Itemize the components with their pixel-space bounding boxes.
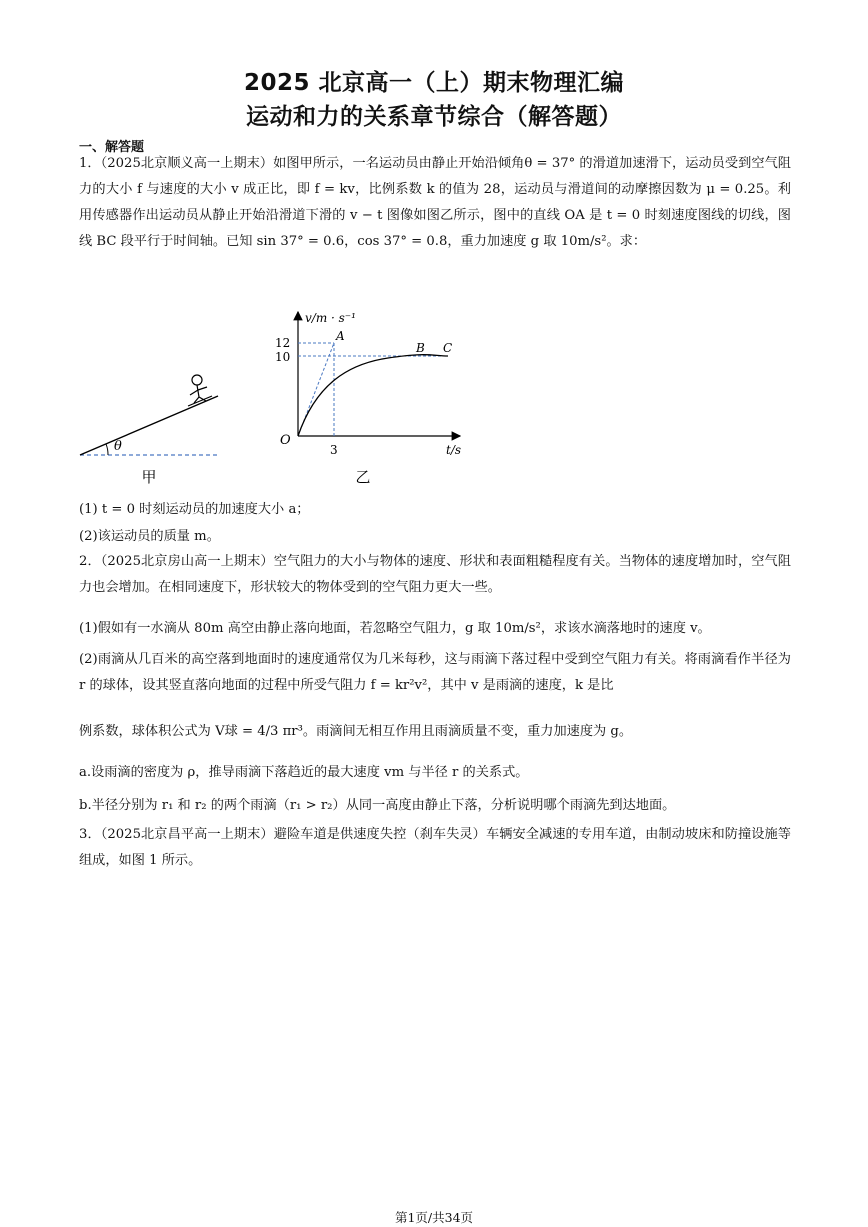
angle-label: θ <box>114 439 122 454</box>
figure-jia <box>76 368 226 488</box>
question-2-sub-2-cont: 例系数，球体积公式为 V球 = 4/3 πr³。雨滴间无相互作用且雨滴质量不变，重力加速度为 g。 <box>79 724 633 739</box>
tick-y-10: 10 <box>275 350 291 364</box>
tick-x-3: 3 <box>330 443 338 457</box>
figure-jia-caption: 甲 <box>141 468 157 486</box>
question-3-text: 3．（2025北京昌平高一上期末）避险车道是供速度失控（刹车失灵）车辆安全减速的专用车道，由制动坡床和防撞设施等组成，如图 1 所示。 <box>79 827 791 868</box>
v-axis-label: v/m · s⁻¹ <box>305 311 356 325</box>
figure-yi-vt-graph <box>268 306 468 486</box>
skier-icon <box>188 375 212 406</box>
page-subtitle: 运动和力的关系章节综合（解答题） <box>246 104 622 130</box>
velocity-curve <box>298 355 448 436</box>
point-c-label: C <box>443 341 453 355</box>
point-a-label: A <box>336 329 345 343</box>
question-1-text: 1．（2025北京顺义高一上期末）如图甲所示，一名运动员由静止开始沿倾角θ = 37° 的滑道加速滑下，运动员受到空气阻力的大小 f 与速度的大小 v 成正比，即 f = kv，比例系数 k 的值为 28，运动员与滑道间的动摩擦因数为 μ = 0.25。利用传感器作出运动员从静止开始沿滑道下滑的 v − t 图像如图乙所示，图中的直线 OA 是 t = 0 时刻速度图线的切线，图线 BC 段平行于时间轴。已知 sin 37° = 0.6，cos 37° = 0.8，重力加速度 g 取 10m/s²。求： <box>79 156 791 249</box>
section-heading: 一、解答题 <box>79 140 145 155</box>
question-2-intro: 2．（2025北京房山高一上期末）空气阻力的大小与物体的速度、形状和表面粗糙程度有关。当物体的速度增加时，空气阻力也会增加。在相同速度下，形状较大的物体受到的空气阻力更大一些。 <box>79 554 791 595</box>
t-axis-label: t/s <box>446 443 462 457</box>
question-1-sub-1: (1) t = 0 时刻运动员的加速度大小 a； <box>79 502 310 517</box>
slope-line <box>80 396 218 455</box>
question-2-sub-b: b.半径分别为 r₁ 和 r₂ 的两个雨滴（r₁ > r₂）从同一高度由静止下落，分析说明哪个雨滴先到达地面。 <box>79 798 676 813</box>
page-footer: 第1页/共34页 <box>394 1210 474 1225</box>
question-2-sub-2: (2)雨滴从几百米的高空落到地面时的速度通常仅为几米每秒，这与雨滴下落过程中受到空气阻力有关。将雨滴看作半径为 r 的球体，设其竖直落向地面的过程中所受气阻力 f = kr²v²，其中 v 是雨滴的速度，k 是比 <box>79 652 791 693</box>
question-2-sub-1: (1)假如有一水滴从 80m 高空由静止落向地面，若忽略空气阻力，g 取 10m/s²，求该水滴落地时的速度 v。 <box>79 621 711 636</box>
page-title: 2025 北京高一（上）期末物理汇编 <box>243 70 625 96</box>
angle-arc <box>106 444 108 455</box>
figure-yi-caption: 乙 <box>355 468 371 486</box>
tick-y-12: 12 <box>275 336 291 350</box>
question-2-sub-a: a.设雨滴的密度为 ρ，推导雨滴下落趋近的最大速度 vm 与半径 r 的关系式。 <box>79 765 529 780</box>
origin-label: O <box>280 433 291 448</box>
question-1-sub-2: (2)该运动员的质量 m。 <box>79 529 220 544</box>
point-b-label: B <box>416 341 425 355</box>
